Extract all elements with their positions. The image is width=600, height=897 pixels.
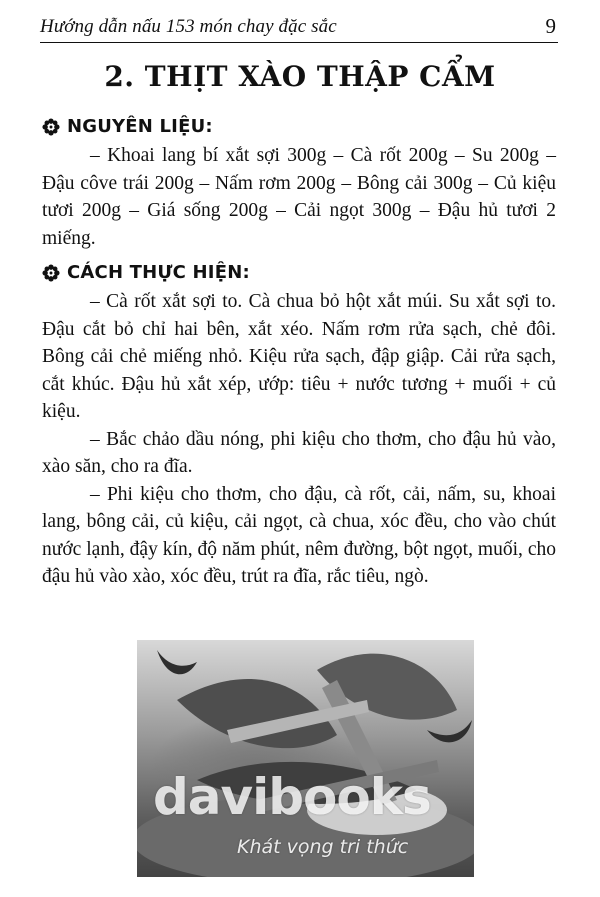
recipe-title: 2. THỊT XÀO THẬP CẨM bbox=[104, 60, 496, 93]
ingredients-paragraph: – Khoai lang bí xắt sợi 300g – Cà rốt 200g – Su 200g – Đậu côve trái 200g – Nấm rơm 200g – Bông cải 300g – Củ kiệu tươi 200g – Giá sống 200g – Cải ngọt 300g – Đậu hủ tươi 2 miếng. bbox=[42, 145, 556, 249]
steps-heading bbox=[42, 262, 250, 283]
ingredients-heading bbox=[42, 116, 213, 137]
flower-bullet-icon bbox=[42, 118, 60, 136]
step-paragraph: – Cà rốt xắt sợi to. Cà chua bỏ hột xắt múi. Su xắt sợi to. Đậu cắt bỏ chỉ hai bên, xắt xéo. Nấm rơm rửa sạch, chẻ đôi. Bông cải chẻ miếng nhỏ. Kiệu rửa sạch, đập giập. Cải rửa sạch, cắt khúc. Đậu hủ xắt xép, ướp: tiêu + nước tương + muối + củ kiệu. bbox=[42, 291, 556, 422]
page-number: 9 bbox=[545, 14, 556, 38]
step-paragraph: – Bắc chảo dầu nóng, phi kiệu cho thơm, cho đậu hủ vào, xào săn, cho ra đĩa. bbox=[42, 428, 556, 477]
watermark-slogan: Khát vọng tri thức bbox=[237, 836, 409, 858]
steps-heading-label: CÁCH THỰC HIỆN: bbox=[67, 262, 250, 283]
flower-bullet-icon bbox=[42, 264, 60, 282]
running-header bbox=[40, 12, 558, 43]
book-title: Hướng dẫn nấu 153 món chay đặc sắc bbox=[40, 16, 337, 37]
step-paragraph: – Phi kiệu cho thơm, cho đậu, cà rốt, cải, nấm, su, khoai lang, bông cải, củ kiệu, cải ngọt, cà chua, xóc đều, cho vào chút nước lạnh, đậy kín, độ năm phút, nêm đường, bột ngọt, muối, cho đậu hủ vào xào, xóc đều, trút ra đĩa, rắc tiêu, ngò. bbox=[42, 483, 556, 587]
ingredients-text bbox=[42, 142, 556, 252]
steps-text bbox=[42, 288, 556, 591]
dish-photo bbox=[137, 640, 474, 877]
ingredients-heading-label: NGUYÊN LIỆU: bbox=[67, 116, 213, 137]
watermark-brand: davibooks bbox=[153, 768, 431, 826]
